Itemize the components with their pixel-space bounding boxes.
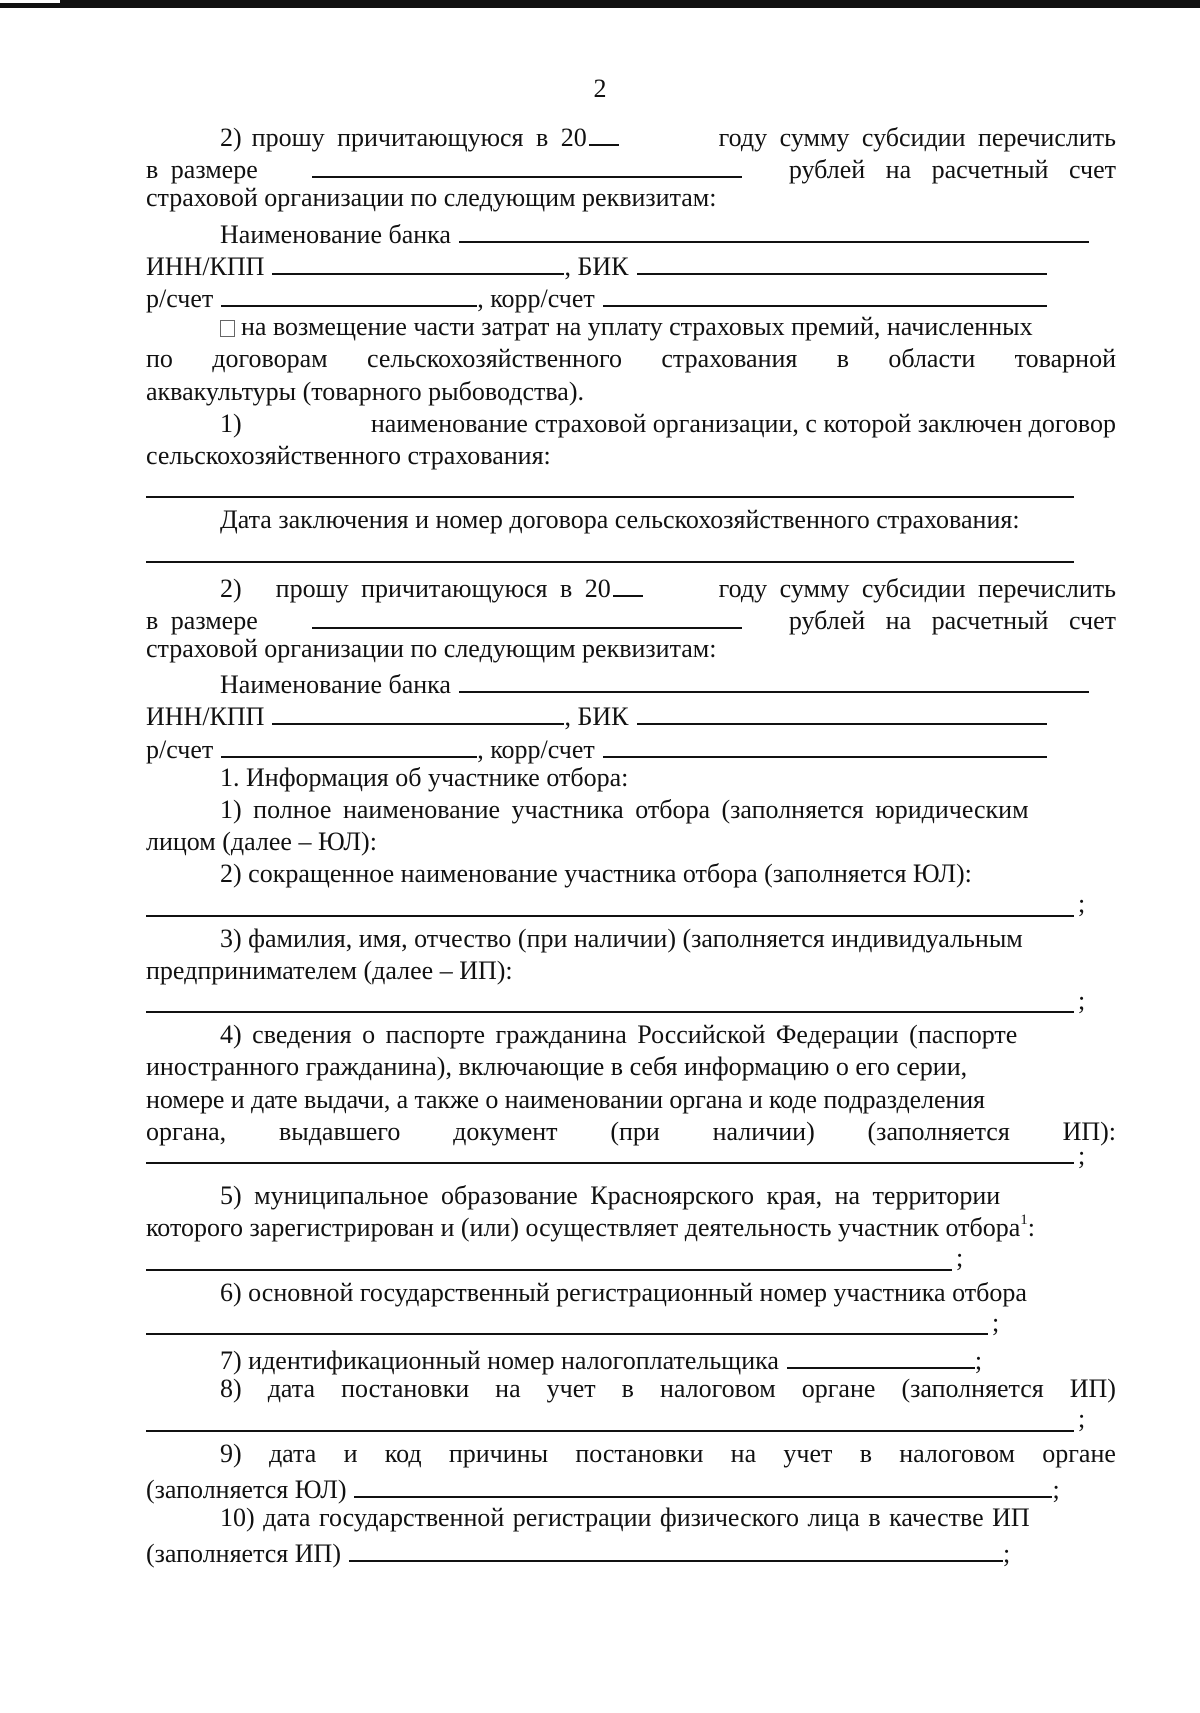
info-item4-line4 — [146, 1116, 1116, 1148]
item8-word: постановки — [341, 1374, 470, 1404]
info-item8-field-row: ; — [146, 1405, 1116, 1437]
info-heading: 1. Информация об участнике отбора: — [220, 762, 629, 792]
item8-word: 8) — [220, 1374, 242, 1404]
a-inn-bik-row: ИНН/КПП , БИК — [146, 247, 1116, 279]
a-bank-name-row: Наименование банка — [146, 215, 1116, 247]
option-line1: на возмещение части затрат на уплату страховых премий, начисленных — [146, 311, 1116, 343]
info-item5-line1: 5) муниципальное образование Красноярского края, на территории — [220, 1181, 1001, 1210]
corr-account-field[interactable] — [603, 279, 1047, 307]
b-item2-line1: 2) прошу причитающуюся в 20 году сумму субсидии перечислить — [146, 569, 1116, 601]
info-item4-line2: иностранного гражданина), включающие в себя информацию о его серии, — [146, 1052, 968, 1082]
info-item3-line1: 3) фамилия, имя, отчество (при наличии) (заполняется индивидуальным — [220, 923, 1023, 953]
item8-word: ИП) — [1069, 1374, 1116, 1404]
info-item10-line2: (заполняется ИП) ; — [146, 1534, 1116, 1566]
option-word: страхования — [661, 344, 798, 374]
info-item7: 7) идентификационный номер налогоплательщика ; — [146, 1341, 1116, 1373]
inn-field[interactable] — [787, 1341, 975, 1369]
item8-word: дата — [267, 1374, 316, 1404]
inn-kpp-field[interactable] — [272, 247, 564, 275]
inn-kpp-field[interactable] — [272, 697, 564, 725]
b-insurer-name-row — [146, 472, 1116, 504]
a-item2-line1: 2) прошу причитающуюся в 20 году сумму субсидии перечислить — [146, 118, 1116, 150]
item9-word: в — [859, 1438, 872, 1468]
info-item5-line2: которого зарегистрирован и (или) осуществляет деятельность участник отбора$^1$: — [146, 1212, 1035, 1243]
option-line3: аквакультуры (товарного рыбоводства). — [146, 376, 584, 406]
item9-word: учет — [783, 1438, 833, 1468]
option-checkbox[interactable] — [220, 320, 235, 337]
option-word: сельскохозяйственного — [366, 344, 622, 374]
amount-field[interactable] — [312, 150, 742, 178]
b-item1-line1: 1) наименование страховой организации, с которой заключен договор — [220, 408, 1116, 438]
info-item8 — [146, 1373, 1116, 1405]
passport-word: выдавшего — [278, 1116, 401, 1146]
info-item2-field-row: ; — [146, 891, 1116, 923]
info-item9-line2: (заполняется ЮЛ) ; — [146, 1470, 1116, 1502]
b-item2-line3: страховой организации по следующим реквизитам: — [146, 634, 717, 663]
item9-word: налоговом — [899, 1438, 1015, 1468]
short-name-field[interactable] — [146, 915, 1074, 917]
b-bank-name-row: Наименование банка — [146, 665, 1116, 697]
item9-word: дата — [268, 1438, 317, 1468]
item8-word: налоговом — [659, 1374, 776, 1404]
scan-top-border — [0, 0, 1200, 8]
item9-word: код — [384, 1438, 422, 1468]
info-item1-line1: 1) полное наименование участника отбора (заполняется юридическим — [220, 794, 1029, 824]
municipality-field[interactable] — [146, 1269, 952, 1271]
amount-field[interactable] — [312, 601, 742, 629]
b-accounts-row: р/счет , корр/счет — [146, 730, 1116, 762]
year-field[interactable] — [589, 118, 619, 146]
insurer-name-field[interactable] — [146, 496, 1074, 498]
bank-name-field[interactable] — [459, 215, 1089, 243]
option-word: товарной — [1014, 344, 1116, 374]
item9-word: и — [343, 1438, 358, 1468]
passport-word: (заполняется — [867, 1116, 1010, 1146]
ogrn-field[interactable] — [146, 1333, 988, 1335]
info-item4-line1: 4) сведения о паспорте гражданина Российской Федерации (паспорте — [220, 1020, 1018, 1050]
info-item6: 6) основной государственный регистрационный номер участника отбора — [220, 1277, 1027, 1307]
passport-word: наличии) — [712, 1116, 815, 1146]
item9-word: органе — [1042, 1438, 1116, 1468]
passport-word: органа, — [146, 1116, 227, 1146]
passport-word: (при — [610, 1116, 660, 1146]
item8-word: (заполняется — [901, 1374, 1044, 1404]
corr-account-field[interactable] — [603, 730, 1047, 758]
item8-word: на — [495, 1374, 521, 1404]
footnote-ref: 1 — [1020, 1212, 1028, 1229]
bik-field[interactable] — [637, 247, 1047, 275]
item9-word: на — [730, 1438, 757, 1468]
item9-word: постановки — [575, 1438, 704, 1468]
bik-field[interactable] — [637, 697, 1047, 725]
tax-registration-date-field[interactable] — [146, 1430, 1074, 1432]
item8-word: учет — [546, 1374, 596, 1404]
info-item3-field-row: ; — [146, 987, 1116, 1019]
info-item2: 2) сокращенное наименование участника отбора (заполняется ЮЛ): — [220, 859, 972, 889]
info-item6-field-row: ; — [146, 1309, 1116, 1341]
a-item2-line2: в размере рублей на расчетный счет — [146, 150, 1116, 182]
info-item1-line2: лицом (далее – ЮЛ): — [146, 827, 377, 857]
option-word: договорам — [212, 344, 328, 374]
info-item10-line1: 10) дата государственной регистрации физического лица в качестве ИП — [220, 1502, 1030, 1532]
passport-word: ИП): — [1062, 1116, 1116, 1146]
b-date-label: Дата заключения и номер договора сельскохозяйственного страхования: — [220, 505, 1020, 535]
b-contract-row — [146, 536, 1116, 568]
item8-word: органе — [801, 1374, 876, 1404]
full-name-field[interactable] — [146, 1011, 1074, 1013]
info-item5-field-row: ; — [146, 1244, 1116, 1276]
contract-date-number-field[interactable] — [146, 561, 1074, 563]
ip-registration-date-field[interactable] — [349, 1534, 1003, 1562]
info-item4-line3: номере и дате выдачи, а также о наименовании органа и коде подразделения — [146, 1084, 985, 1114]
option-word: в — [836, 344, 850, 374]
account-field[interactable] — [221, 730, 477, 758]
a-item2-line3: страховой организации по следующим реквизитам: — [146, 183, 717, 213]
item9-word: причины — [448, 1438, 549, 1468]
bank-name-field[interactable] — [459, 665, 1089, 693]
kpp-date-field[interactable] — [354, 1470, 1052, 1498]
info-item9-line1 — [146, 1438, 1116, 1470]
option-word: по — [146, 344, 173, 374]
account-field[interactable] — [221, 279, 477, 307]
b-inn-bik-row: ИНН/КПП , БИК — [146, 697, 1116, 729]
document-body — [146, 118, 1116, 1569]
option-line2 — [146, 343, 1116, 375]
option-word: области — [888, 344, 976, 374]
b-item2-line2: в размере рублей на расчетный счет — [146, 601, 1116, 633]
a-accounts-row: р/счет , корр/счет — [146, 279, 1116, 311]
info-item4-field-row: ; — [146, 1148, 1116, 1168]
passport-word: документ — [453, 1116, 558, 1146]
passport-field[interactable] — [146, 1162, 1074, 1164]
b-item1-line2: сельскохозяйственного страхования: — [146, 440, 551, 470]
item8-word: в — [621, 1374, 634, 1404]
info-item3-line2: предпринимателем (далее – ИП): — [146, 955, 513, 985]
year-field[interactable] — [613, 569, 643, 597]
item9-word: 9) — [220, 1438, 242, 1468]
page-number: 2 — [593, 74, 607, 103]
